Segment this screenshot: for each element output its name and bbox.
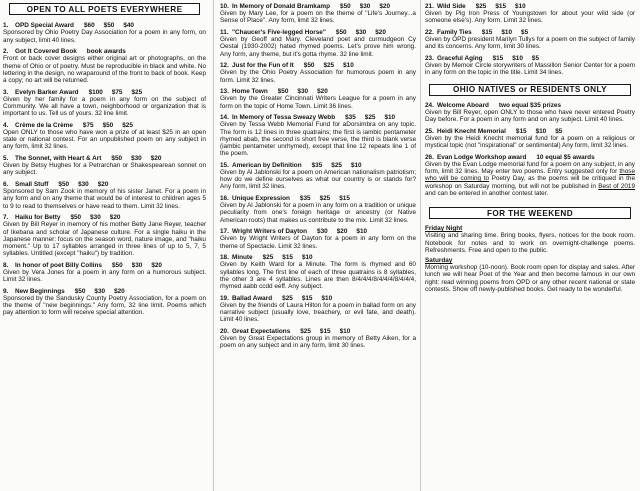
- saturday-heading: Saturday: [425, 257, 453, 265]
- contest-entry: [220, 328, 416, 350]
- contest-entry: [425, 102, 635, 124]
- contest-entry: [220, 114, 416, 157]
- prize-amount: $50: [58, 181, 70, 189]
- friday-heading: Friday Night: [425, 225, 463, 233]
- contest-number: 7.: [3, 214, 9, 222]
- prize-amount: $10: [343, 62, 354, 70]
- contest-heading: [3, 214, 206, 221]
- contest-prizes: [345, 114, 395, 121]
- prize-amount: $50: [74, 287, 86, 295]
- contest-number: 12.: [220, 62, 229, 70]
- contest-heading: [220, 114, 416, 121]
- contest-number: 9.: [3, 287, 9, 295]
- contest-prizes: [317, 228, 367, 235]
- contest-description: Given by Keith Ward for a Minute. The form is rhymed and 60 syllables long. The first line of each of three quatrains is 8 syllables, the other 3 are 4 syllables. Lines are then 8/4/4/4/8/4/4/4/8/4/4/4, rhymed aabb ccdd eeff. Any subject.: [220, 261, 416, 291]
- contest-entry: [3, 48, 206, 84]
- contest-heading: [425, 29, 635, 36]
- prize-amount: $25: [300, 327, 311, 335]
- contest-prizes: [300, 195, 350, 202]
- prize-amount: $10: [350, 161, 362, 169]
- contest-title: Home Town: [232, 88, 268, 96]
- contest-heading: [3, 181, 206, 188]
- contest-number: 23.: [425, 55, 434, 62]
- contest-description: Given by Vera Jones for a poem in any form on a humorous subject. Limit 32 lines.: [3, 269, 206, 284]
- friday-text: Visiting and sharing time. Bring books, flyers, notices for the book room. Notebook for notes and to work on overnight-challenge poems. Refreshments. Free and open to the public.: [425, 232, 635, 254]
- contest-prizes: [70, 214, 120, 221]
- contest-entry: [3, 288, 206, 317]
- prize-amount: $20: [114, 287, 125, 295]
- description-underlined: Best of 2019: [598, 182, 635, 190]
- prize-amount: $30: [90, 214, 101, 222]
- contest-heading: [425, 128, 635, 135]
- prize-amount: $20: [379, 3, 391, 10]
- contest-entry: [3, 89, 206, 118]
- contest-entry: [220, 195, 416, 224]
- contest-number: 8.: [3, 261, 9, 269]
- contest-description: Given by Al Jablonski for a poem on American nationalism patriotism; how do we define ourselves as what our country is or stands for? Any form, limit 32 lines.: [220, 169, 416, 191]
- prize-amount: $20: [336, 228, 348, 236]
- contest-entry: [425, 55, 635, 77]
- contest-number: 22.: [425, 29, 434, 36]
- contest-heading: [3, 48, 206, 55]
- contest-title: Unique Expression: [232, 195, 290, 203]
- contest-title: Welcome Aboard: [437, 101, 489, 109]
- contest-heading: [220, 228, 416, 235]
- contest-description: Open ONLY to those who have won a prize of at least $25 in an open state or national contest. For an unpublished poem on any subject in any form, limit 32 lines.: [3, 129, 206, 151]
- contest-number: 24.: [425, 101, 434, 109]
- prize-amount: $30: [131, 155, 142, 163]
- contest-title: OPD Special Award: [15, 22, 74, 30]
- contest-title: Wild Side: [437, 3, 466, 10]
- contest-description: Given by Pig Iron Press of Youngstown for about your wild side (or someone else's). Any form. Limit 32 lines.: [425, 10, 635, 25]
- contest-title: Ballad Award: [232, 294, 273, 302]
- contest-heading: [3, 122, 206, 129]
- contest-title: Heidi Knecht Memorial: [437, 127, 506, 135]
- prize-amount: $25: [262, 254, 274, 262]
- prize-amount: $15: [339, 195, 350, 203]
- column-contests-continued: [220, 0, 416, 491]
- contest-entry: [220, 62, 416, 84]
- contest-entry: [3, 22, 206, 44]
- contest-number: 25.: [425, 127, 434, 135]
- contest-heading: [220, 88, 416, 95]
- column-divider: [420, 0, 421, 491]
- contest-prizes: [536, 154, 594, 161]
- contest-description: Given by Wright Writers of Dayton for a poem in any form on the theme of Spectacle. Limit 32 lines.: [220, 235, 416, 250]
- contest-heading: [220, 29, 416, 36]
- prize-amount: $25: [475, 3, 487, 10]
- contest-heading: [425, 102, 635, 109]
- prize-amount: 10 equal $5 awards: [536, 153, 595, 161]
- contest-title: Great Expectations: [232, 327, 291, 335]
- contest-prizes: [58, 181, 108, 188]
- contest-heading: [3, 155, 206, 162]
- prize-amount: $50: [102, 121, 114, 129]
- column-ohio-and-weekend: [425, 0, 635, 491]
- contest-description: Given by the Ohio Poetry Association for humorous poem in any form. Limit 32 lines.: [220, 69, 416, 84]
- prize-amount: $60: [83, 22, 95, 30]
- contest-number: 17.: [220, 228, 229, 236]
- description-underlined: those who will be coming to: [425, 168, 635, 183]
- contest-description: Sponsored by Ohio Poetry Day Association for a poem in any form, on any subject, limit 40 lines.: [3, 29, 206, 44]
- contest-prizes: [493, 55, 539, 62]
- prize-amount: $15: [515, 127, 527, 135]
- contest-prizes: [300, 328, 350, 335]
- contest-prizes: [340, 3, 390, 10]
- contest-number: 2.: [3, 48, 9, 56]
- prize-amount: $10: [356, 228, 368, 236]
- prize-amount: $50: [70, 214, 82, 222]
- contest-number: 4.: [3, 121, 9, 129]
- contest-number: 15.: [220, 161, 229, 169]
- contest-number: 18.: [220, 254, 229, 262]
- contest-prizes: [263, 254, 313, 261]
- ohio-contest-list: [425, 102, 635, 197]
- prize-amount: $10: [301, 254, 313, 262]
- prize-amount: $25: [364, 114, 376, 122]
- contest-title: Small Stuff: [15, 181, 49, 189]
- prize-amount: $40: [123, 22, 134, 30]
- contest-number: 11.: [220, 29, 229, 36]
- contest-entry: [425, 3, 635, 25]
- contest-title: In Memory of Donald Bramkamp: [232, 3, 331, 10]
- contest-number: 26.: [425, 153, 434, 161]
- prize-amount: $10: [512, 55, 523, 62]
- contest-prizes: [516, 128, 562, 135]
- contest-number: 6.: [3, 181, 9, 189]
- contest-heading: [425, 3, 635, 10]
- prize-amount: $30: [317, 228, 328, 236]
- contest-number: 20.: [220, 327, 229, 335]
- contest-title: Evan Lodge Workshop award: [437, 153, 527, 161]
- contest-number: 5.: [3, 155, 9, 163]
- contest-prizes: [304, 62, 354, 69]
- prize-amount: $5: [521, 29, 529, 36]
- contest-description: Sponsored by Sam Zook in memory of his sister Janet. For a poem in any form and on any theme that would be of interest to children ages 5 to 9 to read to themselves or have read to them. Limit 32 lines.: [3, 188, 206, 210]
- prize-amount: $30: [131, 261, 143, 269]
- contest-description: Sponsored by the Sandusky County Poetry Association, for a poem on the theme of "new beginnings." Any form, 32 line limit. Poems which pay attention to form will receive special attention.: [3, 295, 206, 317]
- contest-title: Got It Covered Book: [15, 48, 77, 56]
- prize-amount: $10: [321, 294, 333, 302]
- contest-entry: [3, 155, 206, 177]
- contest-description: Given by her family for a poem in any form on the subject of Community. We all have a town, neighborhood or organization that is important to us. Tell us of yours. 32 line limit.: [3, 95, 206, 118]
- description-text: Given by the Evan Lodge memorial fund for a poem on any subject, in any form, limit 32 lines. May enter two poems. Entry suggested only for: [425, 161, 635, 176]
- contest-entry: [425, 29, 635, 51]
- contest-entry: [220, 295, 416, 324]
- contest-prizes: [336, 29, 386, 36]
- contest-heading: [220, 254, 416, 261]
- prize-amount: $10: [501, 29, 513, 36]
- contest-title: Haiku for Betty: [15, 214, 61, 222]
- contest-entry: [220, 3, 416, 25]
- prize-amount: $20: [109, 214, 121, 222]
- contest-entry: [220, 228, 416, 250]
- prize-amount: $50: [111, 261, 123, 269]
- prize-amount: $25: [319, 195, 331, 203]
- contest-description: Given by the Greater Cincinnati Writers League for a poem in any form on the topic of Home Town. Limit 36 lines.: [220, 95, 416, 110]
- prize-amount: $75: [82, 121, 94, 129]
- contest-description: [425, 161, 635, 197]
- prize-amount: $10: [515, 3, 526, 10]
- contest-list: [425, 3, 635, 77]
- prize-amount: $50: [277, 88, 289, 96]
- contest-description: Given by Bill Reyer, open ONLY to those who have never entered Poetry Day before. For a poem in any form and on any subject. Limit 40 lines.: [425, 109, 635, 124]
- contest-number: 19.: [220, 294, 229, 302]
- contest-description: Given by Great Expectations group in memory of Betty Aiken, for a poem on any subject and in any form, limit 30 lines.: [220, 335, 416, 350]
- description-text: and can be entered in another contest later.: [425, 189, 549, 197]
- contest-heading: [220, 328, 416, 335]
- contest-heading: [220, 195, 416, 202]
- prize-amount: $25: [282, 294, 293, 302]
- column-open-to-all: [3, 0, 206, 491]
- section-banner-weekend: FOR THE WEEKEND: [429, 207, 631, 219]
- contest-entry: [3, 262, 206, 284]
- contest-heading: [3, 288, 206, 295]
- prize-amount: $30: [297, 88, 309, 96]
- contest-description: Front or back cover designs either original art or photographs, on the theme of Ohio or of poetry. Must be reproducible in black and white. No lettering in the design, no wraparound of the front to back of book. Keep a copy; no art will be returned.: [3, 55, 206, 85]
- contest-prizes: [111, 155, 161, 162]
- contest-prizes: [87, 48, 126, 55]
- contest-title: American by Definition: [232, 161, 302, 169]
- contest-entry: [220, 254, 416, 290]
- contest-title: Evelyn Barker Award: [15, 88, 79, 96]
- contest-prizes: [499, 102, 561, 109]
- contest-prizes: [75, 288, 125, 295]
- contest-number: 3.: [3, 88, 9, 96]
- contest-number: 10.: [220, 3, 229, 10]
- contest-description: Given by Betsy Hughes for a Petrarchan or Shakespearean sonnet on any subject.: [3, 162, 206, 177]
- prize-amount: book awards: [86, 48, 126, 56]
- prize-amount: $15: [481, 29, 493, 36]
- prize-amount: $25: [331, 161, 342, 169]
- contest-entry: [220, 29, 416, 58]
- contest-prizes: [282, 295, 332, 302]
- contest-entry: [3, 122, 206, 151]
- contest-entry: [425, 154, 635, 197]
- contest-title: Crème de la Crème: [15, 121, 73, 129]
- section-banner-ohio-only: OHIO NATIVES or RESIDENTS ONLY: [429, 84, 631, 96]
- prize-amount: $30: [355, 29, 367, 36]
- contest-prizes: [83, 122, 133, 129]
- contest-title: Family Ties: [437, 29, 472, 36]
- contest-heading: [220, 295, 416, 302]
- column-divider: [213, 0, 214, 491]
- contest-title: New Beginnings: [15, 287, 65, 295]
- contest-prizes: [112, 262, 162, 269]
- contest-prizes: [482, 29, 528, 36]
- contest-prizes: [89, 89, 143, 96]
- prize-amount: $50: [103, 22, 115, 30]
- contest-title: Graceful Aging: [437, 55, 483, 62]
- saturday-text: Morning workshop (10-noon). Book room open for display and sales. After lunch we will hear Poet of the Year and then become famous in our own right: read winning poems from OPD or any other recent national or state contests. Show off newly-published books. Get ready to be wonderful.: [425, 264, 635, 293]
- prize-amount: $35: [311, 161, 323, 169]
- prize-amount: $25: [122, 121, 133, 129]
- prize-amount: $100: [88, 88, 103, 96]
- prize-amount: $20: [150, 155, 162, 163]
- prize-amount: $5: [531, 55, 540, 62]
- prize-amount: $20: [317, 88, 328, 96]
- prize-amount: $20: [375, 29, 386, 36]
- contest-description: Given by Bill Reyer in memory of his mother Betty Jane Reyer, teacher of Ikebana and scholar of Japanese culture. For a single haiku in the Japanese manner: focus on the season word, nature image, and "haiku moment." Up to 17 syllables arranged in three lines of up to 5, 7, 5 syllables. Untitled (except "haiku") by tradition.: [3, 221, 206, 258]
- contest-prizes: [278, 88, 328, 95]
- contest-heading: [425, 55, 635, 62]
- prize-amount: $15: [495, 3, 507, 10]
- prize-amount: $35: [345, 114, 356, 122]
- prize-amount: $25: [323, 62, 335, 70]
- contest-prizes: [312, 162, 362, 169]
- contest-heading: [220, 162, 416, 169]
- contest-description: Given by Tessa Webb Memorial Fund for aDorsimbra on any topic. The form is 12 lines in three quatrains; the first is iambic pentameter rhymed abab, the second is short free verse, the third is blank verse (iambic pentameter unrhymed), except that line 12 repeats line 1 of the poem.: [220, 121, 416, 158]
- contest-entry: [220, 88, 416, 110]
- contest-entry: [220, 162, 416, 191]
- prize-amount: two equal $35 prizes: [498, 101, 562, 109]
- contest-title: Minute: [232, 254, 253, 262]
- prize-amount: $50: [111, 155, 123, 163]
- prize-amount: $15: [301, 294, 313, 302]
- prize-amount: $30: [359, 3, 371, 10]
- prize-amount: $10: [384, 114, 396, 122]
- section-banner-open-to-all: OPEN TO ALL POETS EVERYWHERE: [9, 3, 200, 15]
- contest-entry: [3, 214, 206, 257]
- contest-title: The Sonnet, with Heart & Art: [15, 155, 102, 163]
- contest-number: 1.: [3, 22, 9, 30]
- prize-amount: $35: [299, 195, 311, 203]
- contest-title: Just for the Fun of It: [232, 62, 294, 70]
- prize-amount: $25: [131, 88, 143, 96]
- contest-title: In honor of poet Billy Collins: [15, 261, 102, 269]
- contest-description: Given by Memoir Circle storywriters of Massillon Senior Center for a poem in any form on the topic in the title. Limit 34 lines.: [425, 62, 635, 77]
- contest-title: Wright Writers of Dayton: [232, 228, 308, 236]
- prize-amount: $20: [151, 261, 162, 269]
- contest-title: In Memory of Tessa Sweazy Webb: [232, 114, 336, 122]
- contest-heading: [3, 89, 206, 96]
- contest-prizes: [476, 3, 526, 10]
- contest-title: "Chaucer's Five-legged Horse": [232, 29, 326, 36]
- contest-number: 13.: [220, 88, 229, 96]
- prize-amount: $20: [97, 181, 109, 189]
- contest-list: [3, 22, 206, 316]
- contest-description: Given by the Heidi Knecht memorial fund for a poem on a religious or mystical topic (not "inspirational" or sentimental) Any form, limit 32 lines.: [425, 135, 635, 150]
- prize-amount: $50: [303, 62, 315, 70]
- contest-description: Given by Al Jablonski for a poem in any form on a tradition or unique peculiarity from one's foreign heritage or ancestry (or Native American roots) that makes us contribute to the mix. Limit 32 lines.: [220, 202, 416, 224]
- description-text: Poetry Day, as the poems will be critiqued in the workshop on Saturday morning, but will not be published in: [425, 175, 635, 190]
- contest-heading: [425, 154, 635, 161]
- contest-number: 16.: [220, 195, 229, 203]
- contest-heading: [3, 262, 206, 269]
- prize-amount: $30: [94, 287, 106, 295]
- contest-heading: [3, 22, 206, 29]
- prize-amount: $15: [319, 327, 331, 335]
- prize-amount: $10: [339, 327, 351, 335]
- prize-amount: $75: [111, 88, 123, 96]
- contest-description: Given by OPD president Marilyn Tullys for a poem on the subject of family and its concerns. Any form, limit 30 lines.: [425, 36, 635, 51]
- contest-description: Given by Mary Lee, for a poem on the theme of "Life's Journey...a Sense of Place". Any form, limit 32 lines.: [220, 10, 416, 25]
- prize-amount: $15: [492, 55, 504, 62]
- contest-prizes: [84, 22, 134, 29]
- contest-entry: [3, 181, 206, 210]
- contest-description: Given by the friends of Laura Hilton for a poem in ballad form on any narrative subject (usually love, treachery, or evil fate, and death). Limit 40 lines.: [220, 301, 416, 324]
- prize-amount: $5: [555, 127, 563, 135]
- weekend-schedule: [425, 225, 635, 293]
- contest-entry: [425, 128, 635, 150]
- contest-number: 21.: [425, 3, 434, 10]
- prize-amount: $10: [535, 127, 547, 135]
- contest-number: 14.: [220, 114, 229, 122]
- prize-amount: $15: [282, 254, 293, 262]
- contest-heading: [220, 62, 416, 69]
- contest-heading: [220, 3, 416, 10]
- prize-amount: $50: [335, 29, 347, 36]
- prize-amount: $50: [340, 3, 351, 10]
- prize-amount: $30: [78, 181, 89, 189]
- contest-list: [220, 3, 416, 349]
- contest-description: Given by Geoff and Mary. Cleveland poet and curmudgeon Cy Oestal (1930-2002) hated rhymed poems. Let's prove him wrong. Any form, any theme, but it's gotta rhyme. 32 line limit.: [220, 36, 416, 58]
